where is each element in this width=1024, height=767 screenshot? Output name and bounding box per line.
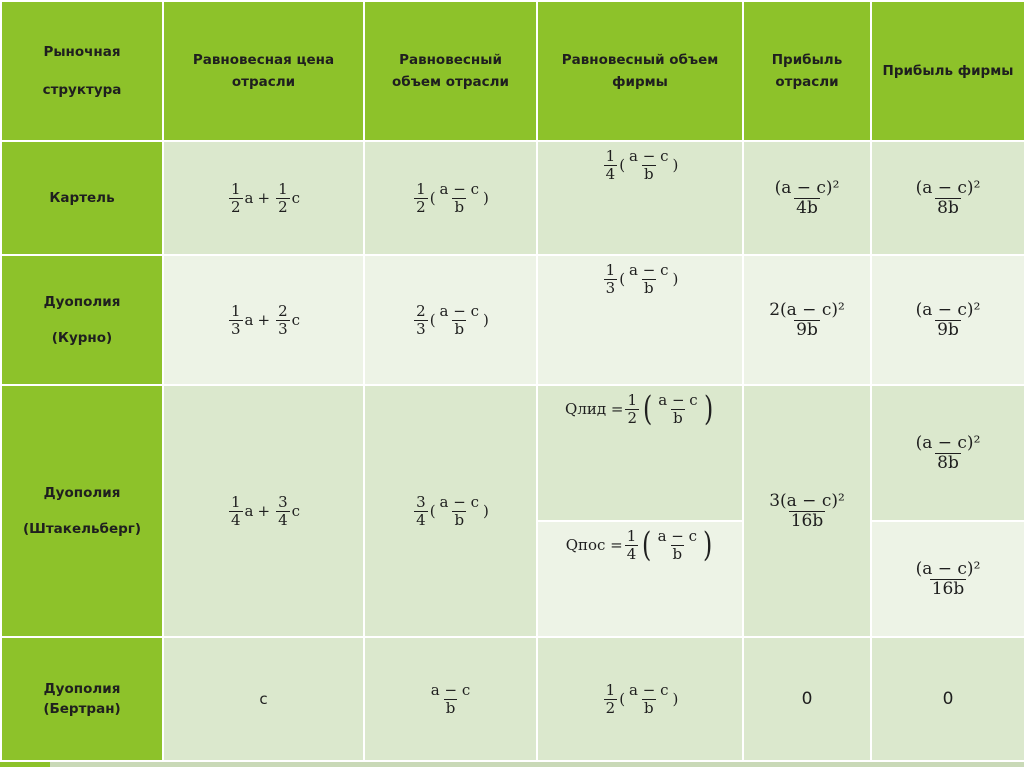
row-label-bertrand-line2: (Бертран) bbox=[43, 701, 121, 717]
header-eq-price-line2: отрасли bbox=[231, 74, 296, 90]
leader-label: Qлид = bbox=[565, 400, 624, 418]
footer-accent bbox=[0, 762, 50, 767]
row-label-cartel bbox=[1, 141, 163, 255]
formula: $\frac{\text{(a − c)²}}{4b}$ bbox=[774, 177, 840, 218]
formula: $\frac{2}{3}$ ( $\frac{a - c}{b}$ ) bbox=[416, 302, 489, 338]
formula: $\frac{\text{(a − c)²}}{16b}$ bbox=[915, 558, 981, 599]
formula: $\frac{1}{2}$ a + $\frac{1}{2}$ c bbox=[230, 180, 301, 216]
bertrand-volume-industry bbox=[364, 637, 537, 761]
cournot-volume-industry bbox=[364, 255, 537, 385]
header-profit-industry-line2: отрасли bbox=[775, 74, 839, 90]
bertrand-profit-industry-value: 0 bbox=[801, 689, 813, 709]
header-eq-volume-firm-line2: фирмы bbox=[612, 74, 668, 90]
formula: $\frac{1}{3}$ a + $\frac{2}{3}$ c bbox=[230, 302, 301, 338]
header-profit-industry bbox=[743, 1, 871, 141]
formula: $\frac{\text{(a − c)²}}{9b}$ bbox=[915, 299, 981, 340]
stackelberg-profit-follower bbox=[871, 521, 1024, 637]
header-structure-line2: структура bbox=[42, 82, 122, 98]
row-label-stackelberg-line2: (Штакельберг) bbox=[23, 521, 141, 537]
row-cartel bbox=[1, 141, 1024, 255]
formula: $\frac{1}{3}$ ( $\frac{a - c}{b}$ ) bbox=[605, 261, 679, 297]
formula: $\frac{1}{2}$ ( $\frac{a - c}{b}$ ) bbox=[416, 180, 489, 216]
header-profit-firm bbox=[871, 1, 1024, 141]
bertrand-volume-firm bbox=[537, 637, 743, 761]
cournot-profit-firm bbox=[871, 255, 1024, 385]
cartel-price bbox=[163, 141, 364, 255]
stackelberg-volume-industry bbox=[364, 385, 537, 637]
cournot-profit-industry bbox=[743, 255, 871, 385]
row-label-cournot-line2: (Курно) bbox=[51, 330, 113, 346]
formula: Qпос = $\frac{1}{4}$ ( $\frac{a - c}{b}$ ) bbox=[565, 525, 713, 565]
row-label-cournot-line1: Дуополия bbox=[43, 294, 121, 310]
stackelberg-volume-follower bbox=[537, 521, 743, 637]
row-label-cartel-text: Картель bbox=[49, 190, 115, 206]
row-label-bertrand bbox=[1, 637, 163, 761]
header-profit-industry-line1: Прибыль bbox=[771, 52, 843, 68]
row-label-bertrand-line1: Дуополия bbox=[43, 681, 121, 697]
formula: $\frac{\text{(a − c)²}}{8b}$ bbox=[915, 177, 981, 218]
cartel-volume-industry bbox=[364, 141, 537, 255]
header-eq-price-line1: Равновесная цена bbox=[192, 52, 335, 68]
formula: $\frac{\text{2(a − c)²}}{9b}$ bbox=[769, 299, 845, 340]
cartel-profit-industry bbox=[743, 141, 871, 255]
header-eq-price bbox=[163, 1, 364, 141]
formula: $\frac{3}{4}$ ( $\frac{a - c}{b}$ ) bbox=[416, 493, 489, 529]
header-eq-volume-firm-line1: Равновесный объем bbox=[561, 52, 719, 68]
row-stackelberg bbox=[1, 385, 1024, 521]
follower-label: Qпос = bbox=[565, 536, 623, 554]
header-profit-firm-text: Прибыль фирмы bbox=[882, 63, 1014, 79]
stackelberg-price bbox=[163, 385, 364, 637]
formula: Qлид = $\frac{1}{2}$ ( $\frac{a - c}{b}$ ) bbox=[565, 389, 713, 429]
cartel-volume-firm bbox=[537, 141, 743, 255]
row-label-stackelberg-line1: Дуополия bbox=[43, 485, 121, 501]
bertrand-profit-industry bbox=[743, 637, 871, 761]
header-eq-volume-industry-line2: объем отрасли bbox=[392, 74, 509, 90]
header-structure bbox=[1, 1, 163, 141]
bertrand-profit-firm-value: 0 bbox=[942, 689, 954, 709]
footer-strip bbox=[0, 762, 1024, 767]
formula: $\frac{1}{4}$ a + $\frac{3}{4}$ c bbox=[230, 493, 301, 529]
bertrand-price-value: c bbox=[259, 690, 268, 708]
formula: $\frac{\text{(a − c)²}}{8b}$ bbox=[915, 432, 981, 473]
row-label-cournot bbox=[1, 255, 163, 385]
row-label-stackelberg bbox=[1, 385, 163, 637]
stackelberg-volume-leader bbox=[537, 385, 743, 521]
header-eq-volume-industry bbox=[364, 1, 537, 141]
formula: $\frac{1}{2}$ ( $\frac{a - c}{b}$ ) bbox=[605, 681, 679, 717]
formula: $\frac{1}{4}$ ( $\frac{a - c}{b}$ ) bbox=[605, 147, 679, 183]
header-eq-volume-firm bbox=[537, 1, 743, 141]
row-bertrand bbox=[1, 637, 1024, 761]
bertrand-profit-firm bbox=[871, 637, 1024, 761]
formula: $\frac{\text{3(a − c)²}}{16b}$ bbox=[769, 490, 845, 531]
stackelberg-profit-industry bbox=[743, 385, 871, 637]
bertrand-price bbox=[163, 637, 364, 761]
stackelberg-profit-leader bbox=[871, 385, 1024, 521]
header-structure-line1: Рыночная bbox=[43, 44, 121, 60]
header-row bbox=[1, 1, 1024, 141]
cournot-volume-firm bbox=[537, 255, 743, 385]
formula: $\frac{a - c}{b}$ bbox=[430, 681, 471, 717]
header-eq-volume-industry-line1: Равновесный bbox=[399, 52, 502, 68]
cournot-price bbox=[163, 255, 364, 385]
cartel-profit-firm bbox=[871, 141, 1024, 255]
row-cournot bbox=[1, 255, 1024, 385]
